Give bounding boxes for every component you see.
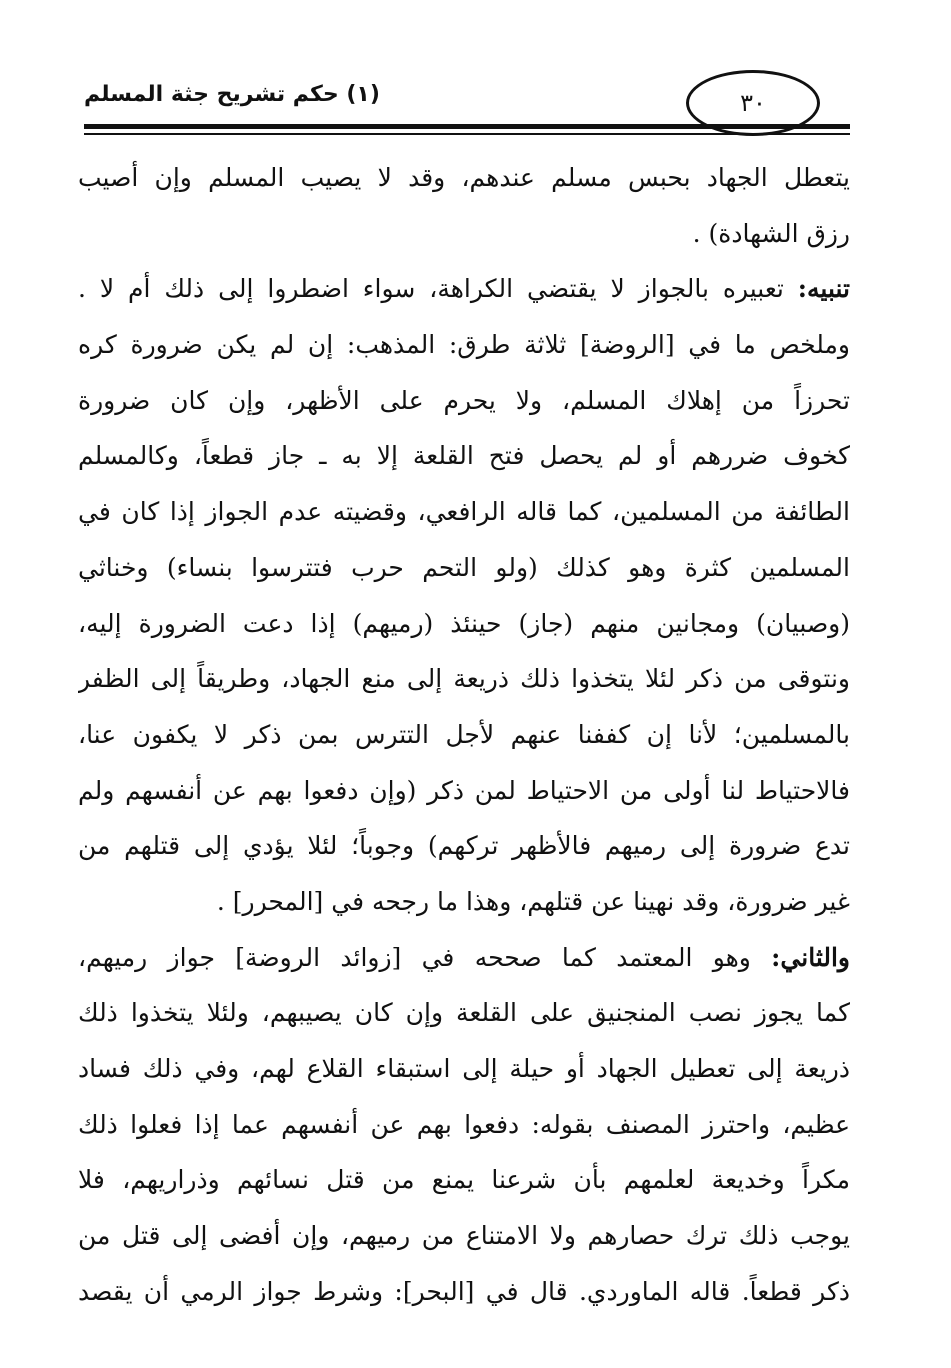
body-line: كخوف ضررهم أو لم يحصل فتح القلعة إلا به ـ جاز قطعاً، وكالمسلم <box>78 441 850 471</box>
body-line: ونتوقى من ذكر لئلا يتخذوا ذلك ذريعة إلى منع الجهاد، وطريقاً إلى الظفر <box>78 664 850 694</box>
body-line: يتعطل الجهاد بحبس مسلم عندهم، وقد لا يصيب المسلم وإن أصيب <box>78 163 850 192</box>
body-line: يوجب ذلك ترك حصارهم ولا الامتناع من رميهم، وإن أفضى إلى قتل من <box>78 1221 850 1251</box>
running-title: (١) حكم تشريح جثة المسلم <box>84 82 380 107</box>
body-line: عظيم، واحترز المصنف بقوله: دفعوا بهم عن أنفسهم عما إذا فعلوا ذلك <box>78 1109 850 1139</box>
body-line: وملخص ما في [الروضة] ثلاثة طرق: المذهب: إن لم يكن ضرورة كره <box>78 330 850 360</box>
body-line: مكراً وخديعة لعلمهم بأن شرعنا يمنع من قتل نسائهم وذراريهم، فلا <box>78 1165 850 1195</box>
body-line: تدع ضرورة إلى رميهم فالأظهر تركهم) وجوباً؛ لئلا يؤدي إلى قتلهم من <box>78 831 850 861</box>
body-line: بالمسلمين؛ لأنا إن كففنا عنهم لأجل التترس بمن ذكر لا يكفون عنا، <box>78 719 850 749</box>
body-line: فالاحتياط لنا أولى من الاحتياط لمن ذكر (وإن دفعوا بهم عن أنفسهم ولم <box>78 775 850 805</box>
body-line: ذريعة إلى تعطيل الجهاد أو حيلة إلى استبقاء القلاع لهم، وفي ذلك فساد <box>78 1054 850 1083</box>
paragraph-lead: والثاني: <box>771 942 850 972</box>
body-line: ذكر قطعاً. قاله الماوردي. قال في [البحر]: وشرط جواز الرمي أن يقصد <box>78 1276 850 1306</box>
body-line: المسلمين كثرة وهو كذلك (ولو التحم حرب فتترسوا بنساء) وخناثي <box>78 552 850 582</box>
line-text: وهو المعتمد كما صححه في [زوائد الروضة] جواز رميهم، <box>78 942 772 972</box>
header-rule-thick <box>84 124 850 129</box>
body-line: كما يجوز نصب المنجنيق على القلعة وإن كان يصيبهم، ولئلا يتخذوا ذلك <box>78 998 850 1028</box>
body-line <box>78 930 850 986</box>
header-rule-thin <box>84 133 850 135</box>
line-text: تعبيره بالجواز لا يقتضي الكراهة، سواء اضطروا إلى ذلك أم لا . <box>78 274 798 304</box>
paragraph-lead: تنبيه: <box>797 274 850 304</box>
page-number: ٣٠ <box>740 89 766 117</box>
page-body <box>78 150 850 1319</box>
body-line: رزق الشهادة) . <box>692 218 850 248</box>
body-line: غير ضرورة، وقد نهينا عن قتلهم، وهذا ما رجحه في [المحرر] . <box>216 886 850 916</box>
body-line <box>78 261 850 317</box>
body-line: الطائفة من المسلمين، كما قاله الرافعي، وقضيته عدم الجواز إذا كان في <box>78 497 850 527</box>
body-line: تحرزاً من إهلاك المسلم، ولا يحرم على الأظهر، وإن كان ضرورة <box>78 385 850 415</box>
body-line: (وصبيان) ومجانين منهم (جاز) حينئذ (رميهم) إذا دعت الضرورة إليه، <box>78 608 850 638</box>
